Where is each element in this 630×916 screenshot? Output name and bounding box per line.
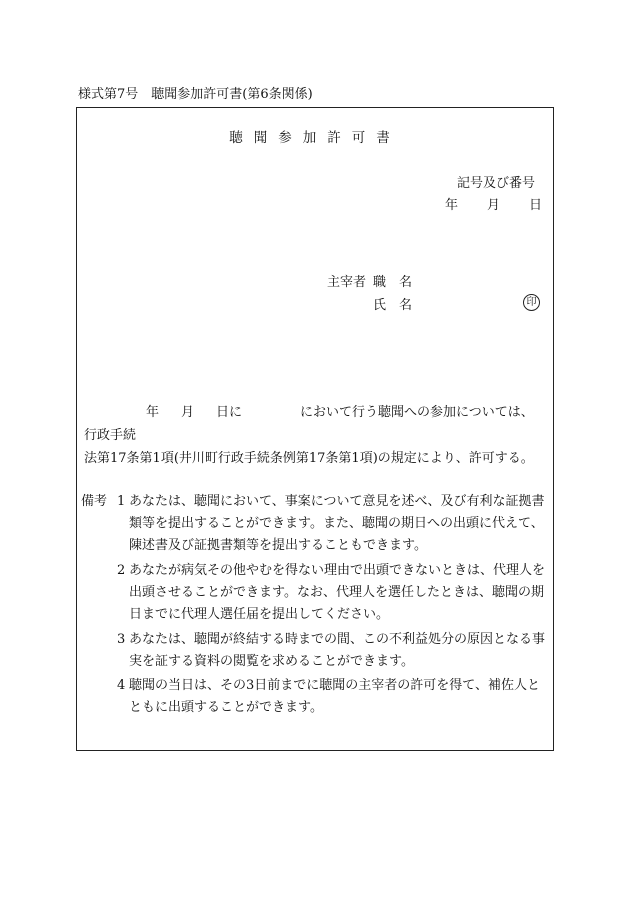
note-number: 2	[117, 563, 126, 578]
note-item	[105, 560, 552, 626]
notes-label: 備考	[81, 494, 108, 509]
body-text-1: において行う聴聞への参加については、行政手続	[84, 405, 534, 443]
note-item	[105, 675, 552, 719]
note-text: あなたは、聴聞において、事案について意見を述べ、及び有利な証拠書類等を提出することができます。また、聴聞の期日への出頭に代えて、陳述書及び証拠書類等を提出することもできます。	[129, 494, 545, 553]
name-label: 氏 名	[373, 298, 413, 313]
note-item	[105, 491, 552, 557]
permission-statement	[84, 401, 546, 470]
note-text: あなたが病気その他やむを得ない理由で出頭できないときは、代理人を出頭させることができます。なお、代理人を選任したときは、聴聞の期日までに代理人選任届を提出してください。	[129, 563, 546, 622]
body-text-2: 法第17条第1項(井川町行政手続条例第17条第1項)の規定により、許可する。	[84, 451, 534, 466]
note-text: 聴聞の当日は、その3日前までに聴聞の主宰者の許可を得て、補佐人とともに出頭することができます。	[129, 678, 541, 715]
note-number: 3	[117, 632, 126, 647]
note-number: 1	[117, 494, 126, 509]
seal-mark: 印	[523, 294, 540, 311]
document-title: 聴聞参加許可書	[229, 130, 401, 146]
date-line: 年 月 日	[445, 198, 544, 213]
position-label: 職 名	[373, 275, 413, 290]
note-item	[105, 629, 552, 673]
note-text: あなたは、聴聞が終結する時までの間、この不利益処分の原因となる事実を証する資料の閲覧を求めることができます。	[129, 632, 546, 669]
form-header: 様式第7号 聴聞参加許可書(第6条関係)	[78, 87, 313, 102]
organizer-label: 主宰者	[327, 275, 367, 290]
body-day: 日に	[216, 405, 243, 420]
note-number: 4	[117, 678, 126, 693]
permit-form	[76, 107, 554, 751]
body-month: 月	[181, 405, 195, 420]
body-year: 年	[146, 405, 160, 420]
reference-number-label: 記号及び番号	[457, 176, 536, 191]
